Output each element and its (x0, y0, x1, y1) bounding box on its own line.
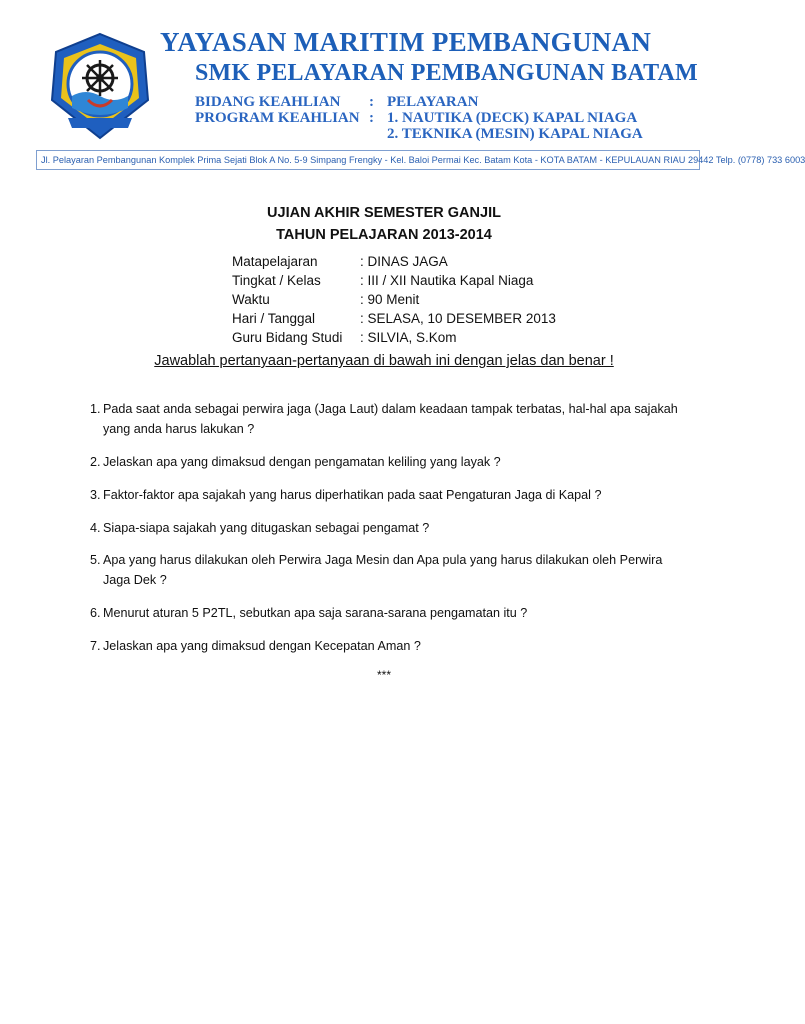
meta-value: : SELASA, 10 DESEMBER 2013 (360, 311, 556, 326)
field-label: BIDANG KEAHLIAN (195, 94, 341, 110)
meta-label: Tingkat / Kelas (232, 273, 321, 288)
meta-subject (232, 254, 448, 269)
question-text: Faktor-faktor apa sajakah yang harus diperhatikan pada saat Pengaturan Jaga di Kapal ? (103, 488, 602, 502)
separator: : (369, 94, 374, 110)
school-logo (44, 30, 156, 142)
question-item (90, 636, 690, 656)
meta-value: : 90 Menit (360, 292, 420, 307)
program-label: PROGRAM KEAHLIAN (195, 110, 360, 126)
field-value: PELAYARAN (387, 94, 479, 110)
program-row-2 (195, 126, 643, 143)
question-text: Jelaskan apa yang dimaksud dengan pengamatan keliling yang layak ? (103, 455, 501, 469)
meta-class (232, 273, 533, 288)
end-mark: *** (376, 668, 391, 682)
question-number: 4. (90, 521, 101, 535)
question-item (90, 603, 690, 623)
question-number: 3. (90, 488, 101, 502)
meta-teacher (232, 330, 457, 345)
exam-title: UJIAN AKHIR SEMESTER GANJIL (267, 205, 501, 221)
foundation-name: YAYASAN MARITIM PEMBANGUNAN (160, 27, 652, 57)
meta-time (232, 292, 419, 307)
program-2: 2. TEKNIKA (MESIN) KAPAL NIAGA (387, 126, 643, 142)
meta-value: : III / XII Nautika Kapal Niaga (360, 273, 534, 288)
school-address: Jl. Pelayaran Pembangunan Komplek Prima Sejati Blok A No. 5-9 Simpang Frengky - Kel. Baloi Permai Kec. Batam Kota - KOTA BATAM - KEPULAUAN RIAU 29442 Telp. (0778) 733 6003 (36, 150, 700, 170)
separator: : (369, 110, 374, 126)
question-item (90, 550, 690, 590)
question-item (90, 485, 690, 505)
meta-label: Hari / Tanggal (232, 311, 316, 326)
exam-year: TAHUN PELAJARAN 2013-2014 (276, 227, 492, 243)
meta-value: : SILVIA, S.Kom (360, 330, 457, 345)
question-text: Jelaskan apa yang dimaksud dengan Kecepatan Aman ? (103, 639, 421, 653)
question-text: Siapa-siapa sajakah yang ditugaskan sebagai pengamat ? (103, 521, 430, 535)
question-text: Apa yang harus dilakukan oleh Perwira Jaga Mesin dan Apa pula yang harus dilakukan oleh Perwira (103, 553, 663, 567)
meta-date (232, 311, 556, 326)
question-item (90, 452, 690, 472)
question-text: Menurut aturan 5 P2TL, sebutkan apa saja sarana-sarana pengamatan itu ? (103, 606, 528, 620)
question-item (90, 399, 690, 439)
question-number: 1. (90, 402, 101, 416)
meta-label: Guru Bidang Studi (232, 330, 343, 345)
program-1: 1. NAUTIKA (DECK) KAPAL NIAGA (387, 110, 638, 126)
question-item (90, 518, 690, 538)
program-row-1 (195, 110, 637, 127)
question-number: 7. (90, 639, 101, 653)
school-name: SMK PELAYARAN PEMBANGUNAN BATAM (195, 60, 698, 86)
meta-label: Waktu (232, 292, 270, 307)
question-number: 5. (90, 553, 101, 567)
question-text-cont: Jaga Dek ? (103, 573, 167, 587)
question-text: Pada saat anda sebagai perwira jaga (Jaga Laut) dalam keadaan tampak terbatas, hal-hal apa sajakah (103, 402, 678, 416)
instruction: Jawablah pertanyaan-pertanyaan di bawah ini dengan jelas dan benar ! (154, 353, 614, 369)
question-text-cont: yang anda harus lakukan ? (103, 422, 255, 436)
meta-label: Matapelajaran (232, 254, 318, 269)
question-number: 6. (90, 606, 101, 620)
meta-value: : DINAS JAGA (360, 254, 448, 269)
question-number: 2. (90, 455, 101, 469)
field-of-expertise (195, 94, 478, 111)
